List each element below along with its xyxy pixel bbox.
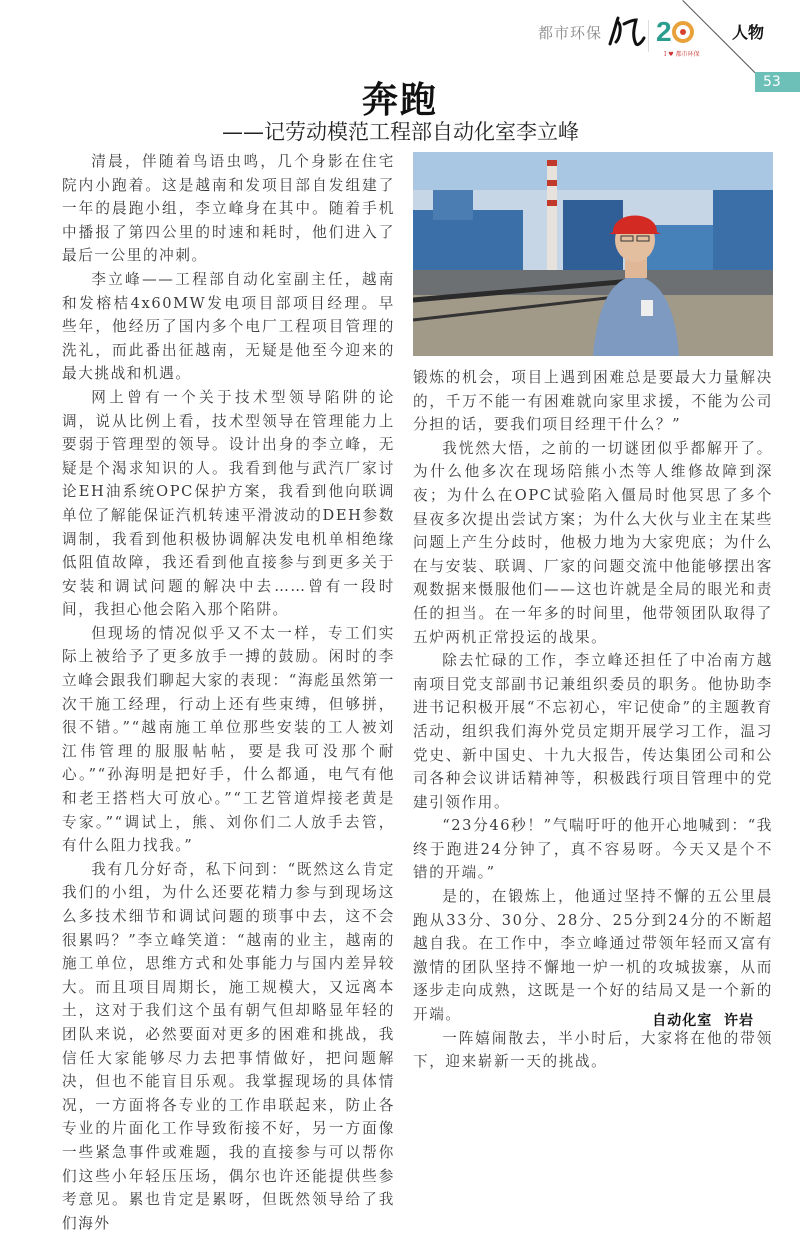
- magazine-brand: 都市环保: [538, 24, 603, 42]
- header-divider: [648, 20, 649, 52]
- paragraph: 一阵嬉闹散去，半小时后，大家将在他的带领下，迎来崭新一天的挑战。: [413, 1029, 773, 1071]
- right-column: [413, 366, 773, 1074]
- article-title: 奔跑: [361, 80, 438, 121]
- calligraphy-logo: [606, 14, 646, 56]
- paragraph: 是的，在锻炼上，他通过坚持不懈的五公里晨跑从33分、30分、28分、25分到24分的不断超越自我。在工作中，李立峰通过带领年轻而又富有激情的团队坚持不懈地一炉一机的攻城拔寨，从而逐步走向成熟，这既是一个好的结局又是一个新的开端。: [413, 888, 773, 1024]
- paragraph: 但现场的情况似乎又不太一样，专工们实际上被给予了更多放手一搏的鼓励。闲时的李立峰会跟我们聊起大家的表现：“海彪虽然第一次干施工经理，行动上还有些束缚，但够拼，很不错。”“越南施工单位那些安装的工人被刘江伟管理的服服帖帖，要是我可没那个耐心。”“孙海明是把好手，什么都通，电气有他和老王搭档大可放心。”“工艺管道焊接老黄是专家。”“调试上，熊、刘你们二人放手去管，有什么阻力找我。”: [62, 624, 395, 855]
- paragraph: 清晨，伴随着鸟语虫鸣，几个身影在住宅院内小跑着。这是越南和发项目部自发组建了一年的晨跑小组，李立峰身在其中。随着手机中播报了第四公里的时速和耗时，他们进入了最后一公里的冲刺。: [62, 153, 395, 265]
- article-subtitle: ——记劳动模范工程部自动化室李立峰: [222, 120, 579, 144]
- paragraph: 李立峰——工程部自动化室副主任，越南和发榕桔4x60MW发电项目部项目经理。早些年，他经历了国内多个电厂工程项目管理的洗礼，而此番出征越南，无疑是他至今迎来的最大挑战和机遇。: [62, 270, 395, 383]
- section-label: 人物: [732, 23, 765, 42]
- anniversary-tagline: I ♥ 都市环保: [664, 51, 700, 58]
- paragraph: 我有几分好奇，私下问到：“既然这么肯定我们的小组，为什么还要花精力参与到现场这么多技术细节和调试问题的琐事中去，这不会很累吗？”李立峰笑道：“越南的业主，越南的施工单位，思维方式和处事能力与国内差异较大。而且项目周期长，施工规模大，又远离本土，这对于我们这个虽有朝气但却略显年轻的团队来说，必然要面对更多的困难和挑战，我信任大家能够尽力去把事情做好，把问题解决，但也不能盲目乐观。我掌握现场的具体情况，一方面将各专业的工作串联起来，防止各专业的片面化工作导致衔接不好，另一方面像一些紧急事件或难题，我的直接参与可以帮你们这些小年轻压压场，偶尔也许还能提供些参考意见。累也肯定是累呀，但既然领导给了我们海外: [62, 860, 395, 1232]
- article-author: 自动化室 许岩: [652, 1013, 754, 1029]
- paragraph: 除去忙碌的工作，李立峰还担任了中冶南方越南项目党支部副书记兼组织委员的职务。他协助李进书记积极开展“不忘初心，牢记使命”的主题教育活动，组织我们海外党员定期开展学习工作，温习党史、新中国史、十九大报告，传达集团公司和公司各种会议讲话精神等，积极践行项目管理中的党建引领作用。: [413, 652, 773, 811]
- paragraph-continuation: 锻炼的机会，项目上遇到困难总是要最大力量解决的，千万不能一有困难就向家里求援，不能为公司分担的话，要我们项目经理干什么？”: [413, 369, 773, 434]
- left-column: [62, 150, 395, 1235]
- page-number: 53: [755, 72, 800, 92]
- paragraph: 网上曾有一个关于技术型领导陷阱的论调，说从比例上看，技术型领导在管理能力上要弱于管理型的领导。设计出身的李立峰，无疑是个渴求知识的人。我看到他与武汽厂家讨论EH油系统OPC保护方案，我看到他向联调单位了解能保证汽机转速平滑波动的DEH参数调制，我看到他积极协调解决发电机单相绝缘低阻值故障，我还看到他直接参与到更多关于安装和调试问题的解决中去……曾有一段时间，我担心他会陷入那个陷阱。: [62, 388, 395, 619]
- article-photo: [413, 152, 773, 356]
- paragraph: “23分46秒！”气喘吁吁的他开心地喊到：“我终于跑进24分钟了，真不容易呀。今天又是个不错的开端。”: [413, 817, 773, 882]
- anniversary-logo: 2: [656, 16, 694, 48]
- paragraph: 我恍然大悟，之前的一切谜团似乎都解开了。为什么他多次在现场陪熊小杰等人维修故障到深夜；为什么在OPC试验陷入僵局时他冥思了多个昼夜多次提出尝试方案；为什么大伙与业主在某些问题上产生分歧时，他极力地为大家兜底；为什么在与安装、联调、厂家的问题交流中他能够摆出客观数据来慑服他们——这也许就是全局的眼光和责任的担当。在一年多的时间里，他带领团队取得了五炉两机正常投运的战果。: [413, 439, 773, 646]
